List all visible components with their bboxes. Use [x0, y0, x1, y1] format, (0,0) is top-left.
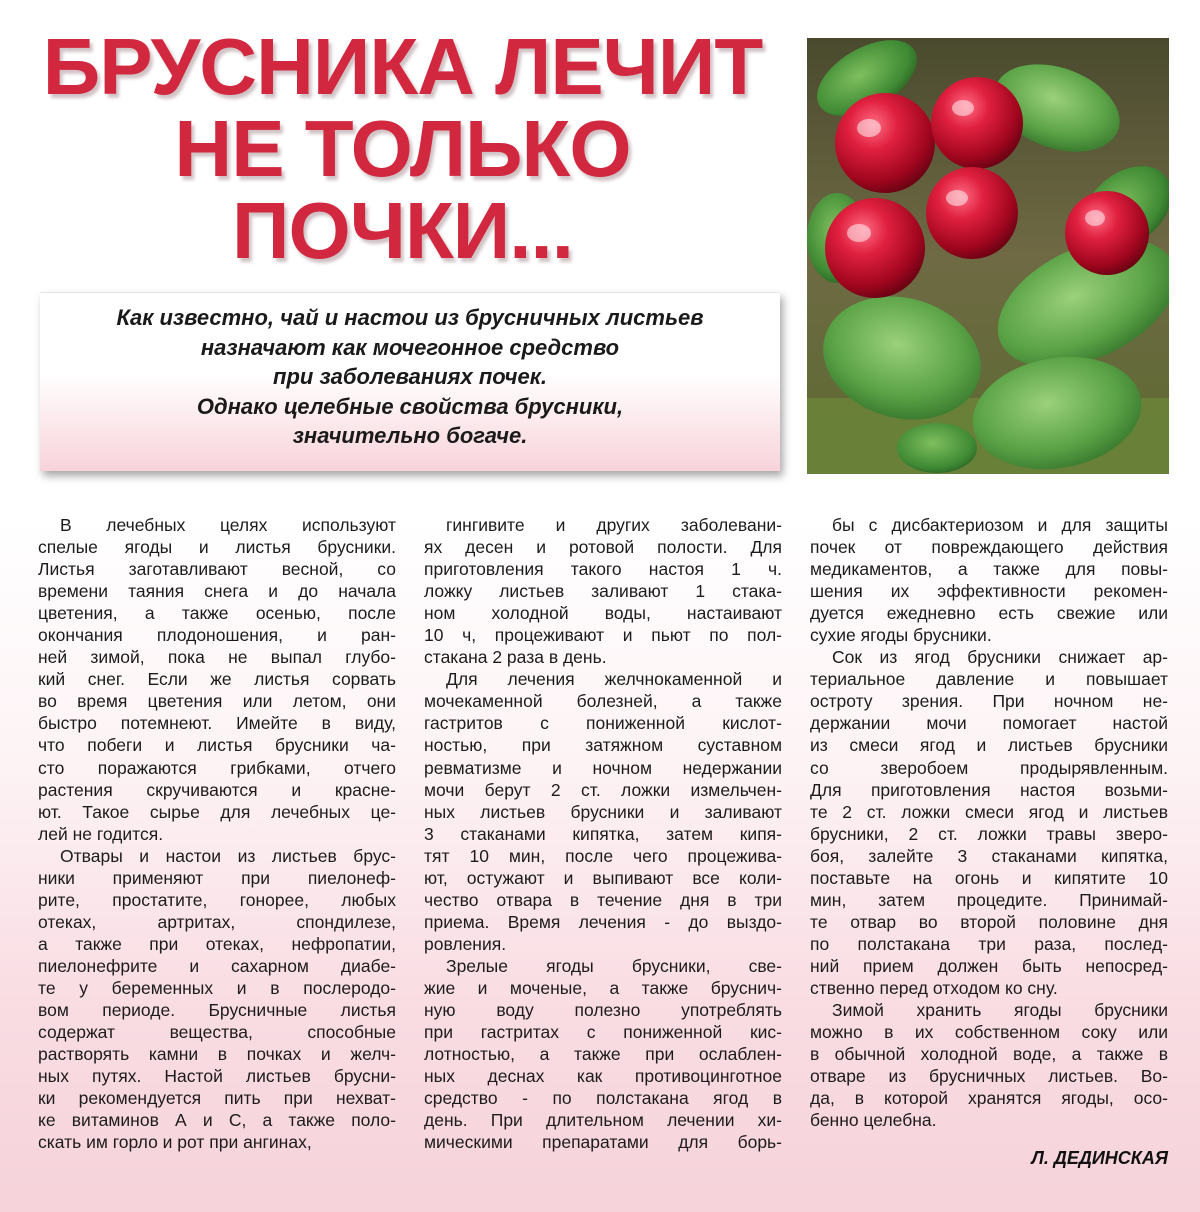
text-line: Зимой хранить ягоды брусники [832, 1000, 1168, 1021]
text-line: во время цветения или летом, они [38, 691, 396, 712]
text-line: ных деснах как противоцинготное [424, 1066, 782, 1087]
text-line: в обычной холодной воде, а также в [810, 1044, 1168, 1065]
text-line: ностью, при затяжном суставном [424, 735, 782, 756]
text-line: те 2 ст. ложки смеси ягод и листьев [810, 801, 1168, 822]
text-line: те отвар во второй половине дня [810, 911, 1168, 932]
text-line: а также при отеках, нефропатии, [38, 933, 396, 954]
text-line: ном холодной воды, настаивают [424, 603, 782, 624]
text-line: быстро потемнеют. Имейте в виду, [38, 713, 396, 734]
headline-line: НЕ ТОЛЬКО [174, 104, 631, 193]
text-line: мочи берут 2 ст. ложки измельчен- [424, 779, 782, 800]
text-line: Для лечения желчнокаменной и [446, 669, 782, 690]
text-line: времени таяния снега и до начала [38, 581, 396, 602]
lead-line: Однако целебные свойства брусники, [196, 393, 624, 419]
text-line: Отвары и настои из листьев брус- [60, 845, 396, 866]
text-line: можно в их собственном соку или [810, 1022, 1168, 1043]
text-line: ях десен и ротовой полости. Для [424, 537, 782, 558]
text-line: ки рекомендуется пить при нехват- [38, 1088, 396, 1109]
text-line: растворять камни в почках и желч- [38, 1044, 396, 1065]
text-line: жие и моченые, а также бруснич- [424, 977, 782, 998]
headline [30, 22, 775, 275]
lead-line: значительно богаче. [292, 423, 528, 448]
text-line: ных путях. Настой листьев брусни- [38, 1066, 396, 1087]
text-line: шения их эффективности рекомен- [810, 581, 1168, 602]
text-line: ке витаминов А и С, а также поло- [38, 1110, 396, 1131]
lead-line: назначают как мочегонное средство [200, 334, 620, 360]
column-3 [810, 514, 1168, 1131]
text-line: ют. Такое сырье для лечебных це- [38, 801, 396, 822]
text-line: приема. Время лечения - до выздо- [424, 911, 782, 932]
text-line: бенно целебна. [810, 1110, 937, 1131]
text-line: держании мочи помогает настой [810, 713, 1168, 734]
text-line: содержат вещества, способные [38, 1022, 396, 1043]
text-line: Зрелые ягоды брусники, све- [446, 955, 782, 976]
lingonberry-photo [807, 38, 1169, 474]
text-line: да, в которой хранятся ягоды, осо- [810, 1088, 1168, 1109]
text-line: тят 10 мин, после чего процежива- [424, 845, 782, 866]
text-line: сухие ягоды брусники. [810, 625, 992, 646]
text-line: В лечебных целях используют [60, 515, 396, 535]
text-line: по полстакана три раза, послед- [810, 933, 1168, 954]
text-line: отеках, артритах, спондилезе, [38, 911, 396, 932]
text-line: лотностью, а также при ослаблен- [424, 1044, 782, 1065]
text-line: спелые ягоды и листья брусники. [38, 537, 396, 558]
text-line: ревматизме и ночном недержании [424, 757, 782, 778]
text-line: 10 ч, процеживают и пьют по пол- [424, 625, 782, 646]
text-line: ний прием должен быть непосред- [810, 955, 1168, 976]
text-line: ней зимой, пока не выпал глубо- [38, 647, 396, 668]
text-line: пиелонефрите и сахарном диабе- [38, 955, 396, 976]
text-line: что побеги и листья брусники ча- [38, 735, 396, 756]
text-line: ют, остужают и выпивают все коли- [424, 867, 782, 888]
column-1 [38, 514, 396, 1153]
text-line: остроту зрения. При ночном не- [810, 691, 1168, 712]
text-line: скать им горло и рот при ангинах, [38, 1132, 312, 1153]
text-line: териальное давление и повышает [810, 669, 1168, 690]
text-line: поставьте на огонь и кипятите 10 [810, 867, 1168, 888]
text-line: те у беременных и в послеродо- [38, 977, 396, 998]
text-line: ровления. [424, 933, 507, 954]
text-line: средство - по полстакана ягод в [424, 1088, 782, 1109]
text-line: приготовления такого настоя 1 ч. [424, 559, 782, 580]
text-line: мочекаменной болезней, а также [424, 691, 782, 712]
text-line: мическими препаратами для борь- [424, 1132, 782, 1153]
text-line: 3 стаканами кипятка, затем кипя- [424, 823, 782, 844]
headline-line: ПОЧКИ... [232, 186, 573, 275]
lead-text [40, 303, 780, 451]
text-line: из смеси ягод и листьев брусники [810, 735, 1168, 756]
text-line: растения скручиваются и красне- [38, 779, 396, 800]
text-line: рите, простатите, гонорее, любых [38, 889, 396, 910]
text-line: мин, затем процедите. Принимай- [810, 889, 1168, 910]
text-line: гингивите и других заболевани- [446, 515, 782, 535]
text-line: стакана 2 раза в день. [424, 647, 607, 668]
lead-line: Как известно, чай и настои из брусничных листьев [116, 305, 704, 330]
text-line: Листья заготавливают весной, со [38, 559, 396, 580]
text-line: кий снег. Если же листья сорвать [38, 669, 396, 690]
text-line: гастритов с пониженной кислот- [424, 713, 782, 734]
text-line: со зверобоем продырявленным. [810, 757, 1168, 778]
text-line: отваре из брусничных листьев. Во- [810, 1066, 1168, 1087]
text-line: ных листьев брусники и заливают [424, 801, 782, 822]
author-signature: Л. ДЕДИНСКАЯ [1031, 1148, 1168, 1168]
text-line: брусники, 2 ст. ложки травы зверо- [810, 823, 1168, 844]
text-line: боя, залейте 3 стаканами кипятка, [810, 845, 1168, 866]
text-line: окончания плодоношения, и ран- [38, 625, 396, 646]
headline-line: БРУСНИКА ЛЕЧИТ [42, 22, 763, 111]
text-line: цветения, а также осенью, после [38, 603, 396, 624]
text-line: лей не годится. [38, 823, 164, 844]
lead-box [40, 292, 780, 471]
text-line: ложку листьев заливают 1 стака- [424, 581, 782, 602]
lead-line: при заболеваниях почек. [273, 364, 547, 389]
text-line: ственно перед отходом ко сну. [810, 977, 1058, 998]
text-line: вом периоде. Брусничные листья [38, 1000, 396, 1021]
column-2 [424, 514, 782, 1153]
text-line: дуется ежедневно есть свежие или [810, 603, 1168, 624]
text-line: бы с дисбактериозом и для защиты [832, 515, 1168, 535]
text-line: чество отвара в течение дня в три [424, 889, 782, 910]
text-line: сто поражаются грибками, отчего [38, 757, 396, 778]
text-line: Для приготовления настоя возьми- [810, 779, 1168, 800]
text-line: ную воду полезно употреблять [424, 1000, 782, 1021]
text-line: Сок из ягод брусники снижает ар- [832, 647, 1168, 668]
text-line: ники применяют при пиелонеф- [38, 867, 396, 888]
text-line: при гастритах с пониженной кис- [424, 1022, 782, 1043]
text-line: день. При длительном лечении хи- [424, 1110, 782, 1131]
text-line: медикаментов, а также для повы- [810, 559, 1168, 580]
text-line: почек от повреждающего действия [810, 537, 1168, 558]
